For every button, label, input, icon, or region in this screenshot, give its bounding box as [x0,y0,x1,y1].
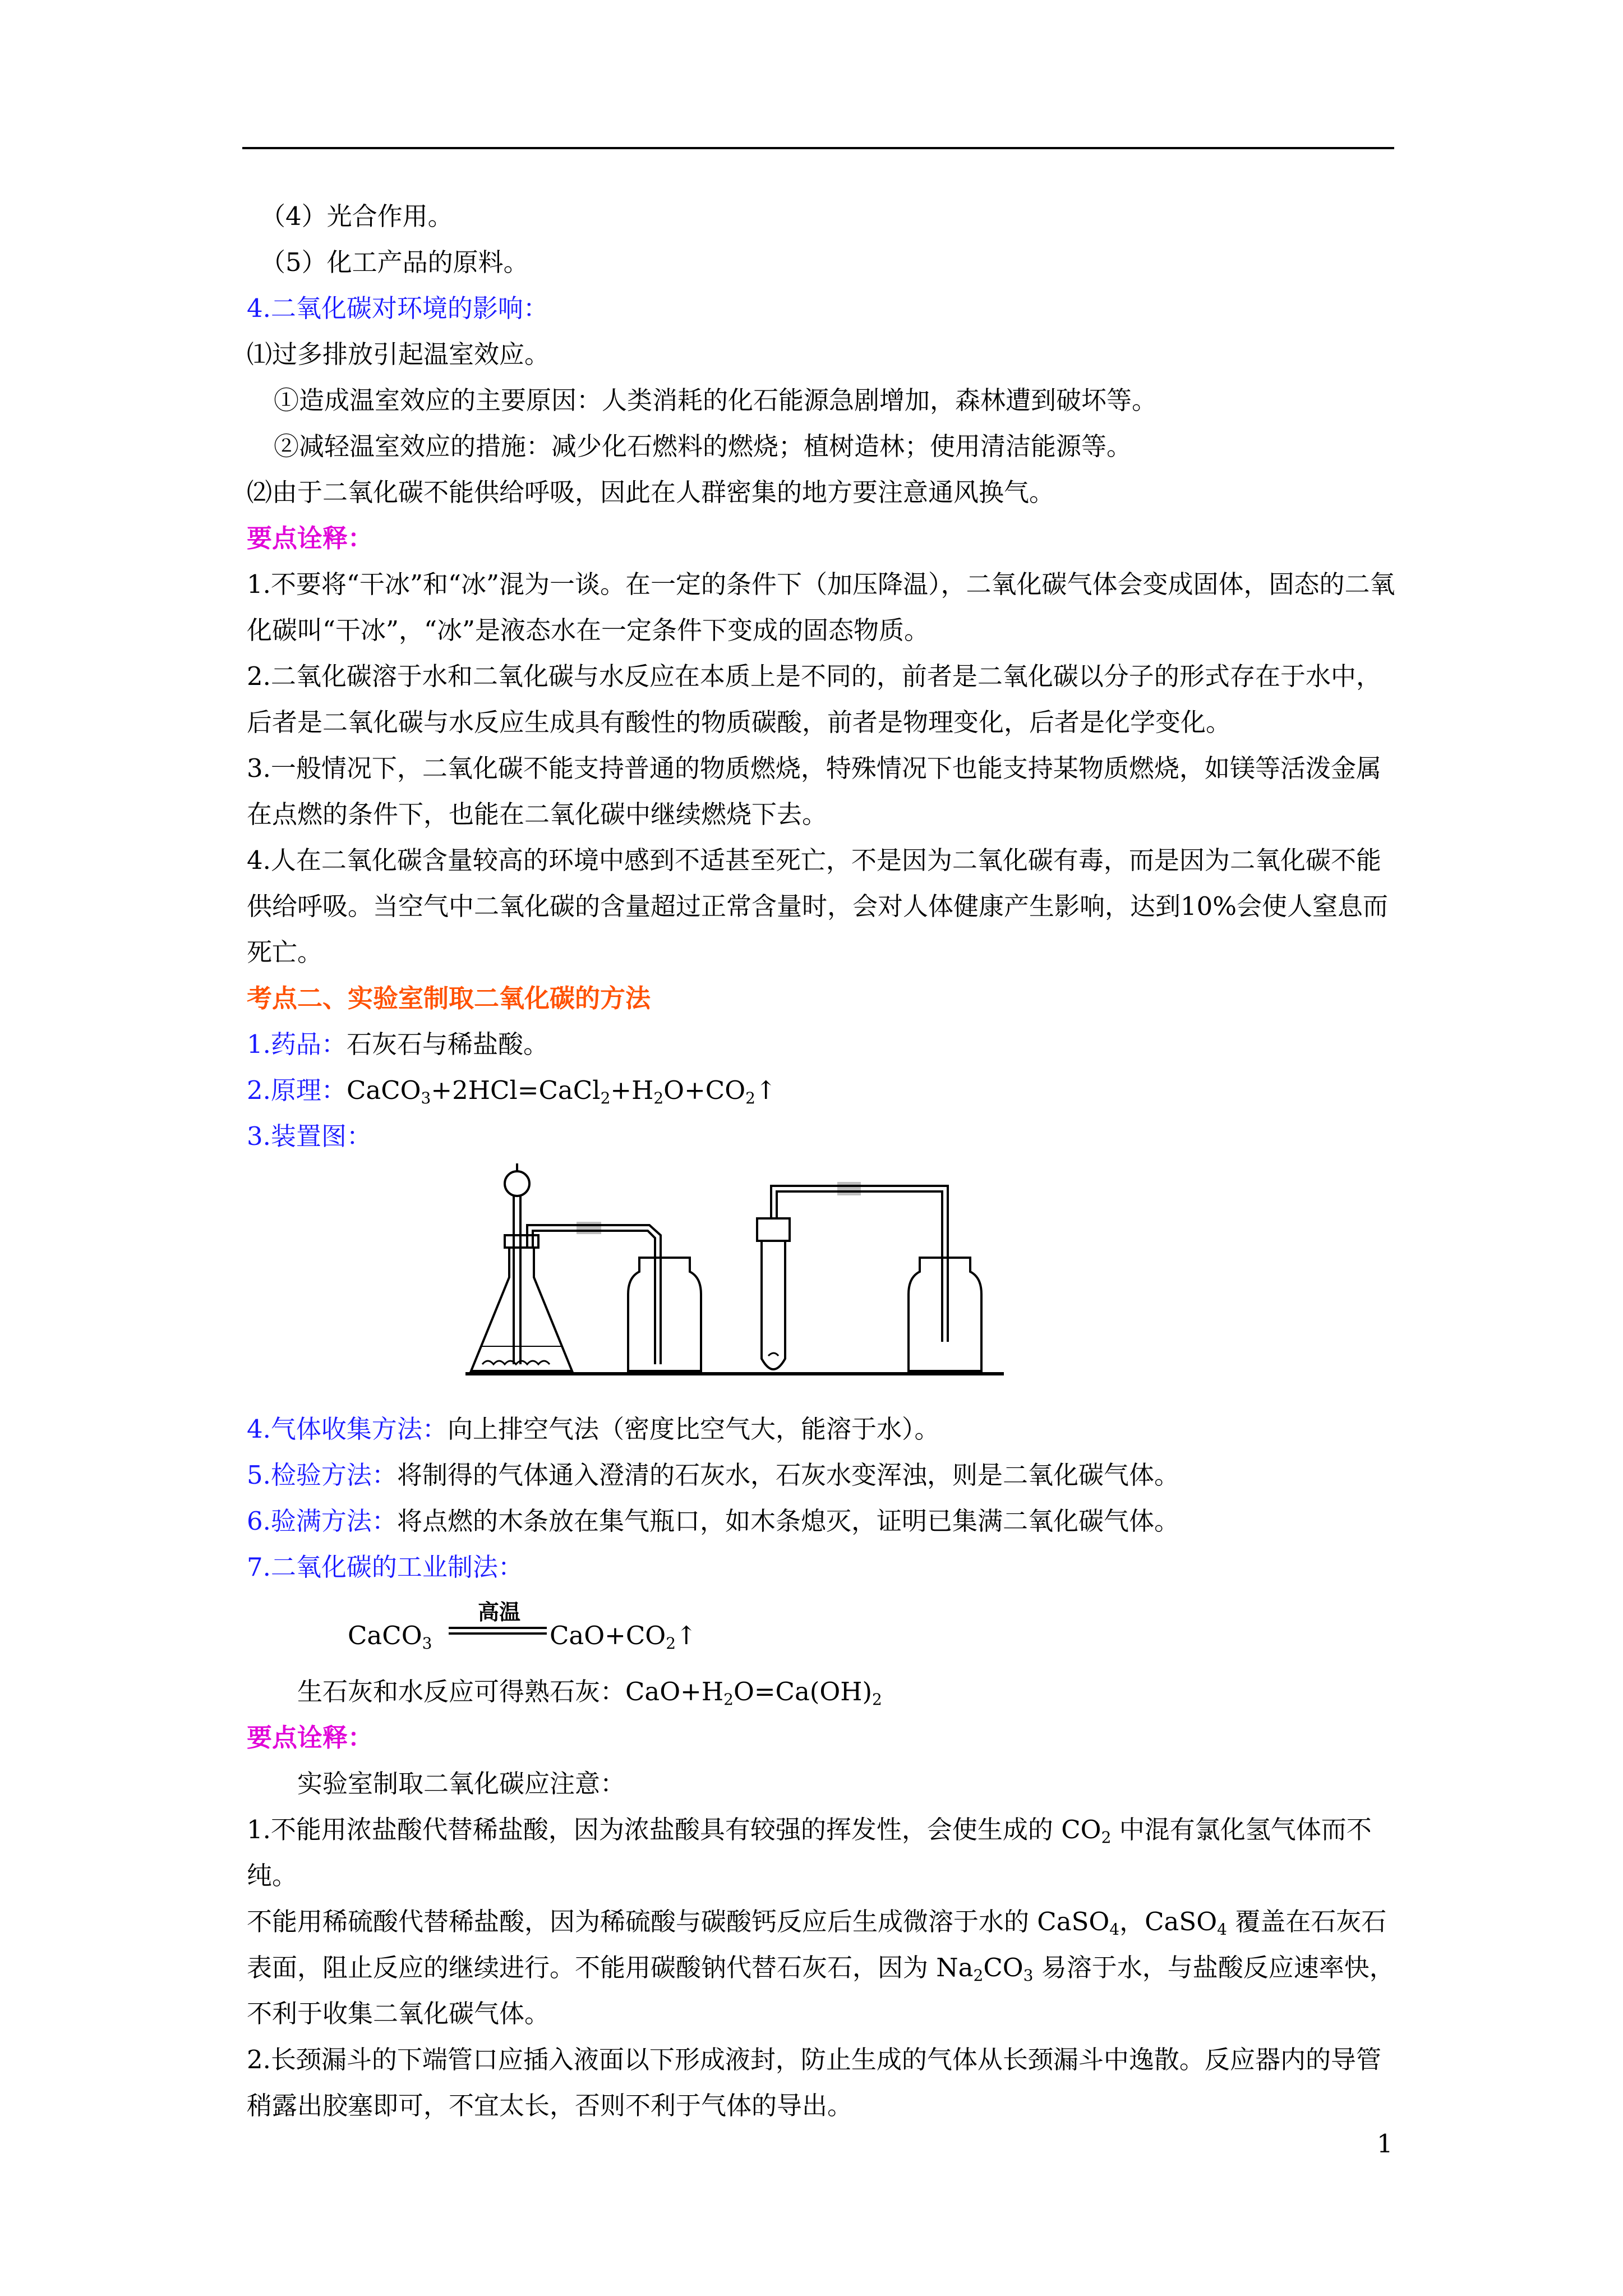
equation-lhs: CaCO$_3$ [348,1621,432,1653]
equation-condition: 高温 [477,1600,520,1625]
equation-bar-top [449,1627,547,1629]
test-text: 将制得的气体通入澄清的石灰水，石灰水变浑浊，则是二氧化碳气体。 [396,1460,1179,1490]
reagents-text: 石灰石与稀盐酸。 [346,1029,548,1059]
header-rule [242,147,1394,149]
line-chemical-raw-material: （5）化工产品的原料。 [260,247,529,277]
collection-label: 4.气体收集方法： [247,1414,448,1444]
full-check-text: 将点燃的木条放在集气瓶口，如木条熄灭，证明已集满二氧化碳气体。 [396,1506,1179,1536]
note-dry-ice: 1.不要将“干冰”和“冰”混为一谈。在一定的条件下（加压降温），二氧化碳气体会变成固体，固态的二氧化碳叫“干冰”，“冰”是液态水在一定条件下变成的固态物质。 [247,569,1395,645]
line-reagents [247,1022,1396,1068]
apparatus-diagram [247,1159,1396,1406]
line-collection [247,1406,1396,1452]
line-slaked-lime: 生石灰和水反应可得熟石灰：$CaO+H_2O=Ca(OH)_2$ [297,1677,882,1709]
line-test-method [247,1452,1396,1498]
industrial-prep-label: 7.二氧化碳的工业制法： [247,1552,523,1582]
full-check-label: 6.验满方法： [247,1506,397,1536]
collection-text: 向上排空气法（密度比空气大，能溶于水）。 [447,1414,940,1444]
document-body [247,194,1396,2129]
note-funnel-seal: 2.长颈漏斗的下端管口应插入液面以下形成液封，防止生成的气体从长颈漏斗中逸散。反应器内的导管稍露出胶塞即可，不宜太长，否则不利于气体的导出。 [247,2045,1381,2120]
apparatus-figure [465,1162,1004,1398]
section-heading-lab-prep: 考点二、实验室制取二氧化碳的方法 [247,983,651,1013]
equation-bar-bottom [449,1632,547,1635]
heading-environment-impact: 4.二氧化碳对环境的影响： [247,293,548,323]
reagents-label: 1.药品： [247,1029,347,1059]
principle-label: 2.原理： [247,1075,347,1105]
industrial-equation [247,1590,1396,1669]
note-suffocation: 4.人在二氧化碳含量较高的环境中感到不适甚至死亡，不是因为二氧化碳有毒，而是因为二氧化碳不能供给呼吸。当空气中二氧化碳的含量超过正常含量时，会对人体健康产生影响，达到10%会使人窒息而死亡。 [247,845,1389,967]
key-points-heading-2: 要点诠释： [247,1723,374,1752]
note-sulfuric-acid: 不能用稀硫酸代替稀盐酸，因为稀硫酸与碳酸钙反应后生成微溶于水的 CaSO$_4$，CaSO$_4$ 覆盖在石灰石表面，阻止反应的继续进行。不能用碳酸钠代替石灰石，因为 $Na_2CO_3$ 易溶于水，与盐酸反应速率快，不利于收集二氧化碳气体。 [247,1907,1395,2028]
device-label: 3.装置图： [247,1121,372,1151]
key-points-heading-1: 要点诠释： [247,523,374,553]
note-conc-hcl: 1.不能用浓盐酸代替稀盐酸，因为浓盐酸具有较强的挥发性，会使生成的 $CO_2$ 中混有氯化氢气体而不纯。 [247,1815,1372,1890]
test-label: 5.检验方法： [247,1460,397,1490]
line-greenhouse-cause: ①造成温室效应的主要原因：人类消耗的化石能源急剧增加，森林遭到破坏等。 [274,385,1158,415]
note-dissolve-vs-react: 2.二氧化碳溶于水和二氧化碳与水反应在本质上是不同的，前者是二氧化碳以分子的形式存在于水中，后者是二氧化碳与水反应生成具有酸性的物质碳酸，前者是物理变化，后者是化学变化。 [247,661,1381,737]
line-lab-note: 实验室制取二氧化碳应注意： [297,1769,626,1798]
line-greenhouse-measures: ②减轻温室效应的措施：减少化石燃料的燃烧；植树造林；使用清洁能源等。 [274,431,1132,461]
line-greenhouse: ⑴过多排放引起温室效应。 [247,339,550,369]
note-combustion: 3.一般情况下，二氧化碳不能支持普通的物质燃烧，特殊情况下也能支持某物质燃烧，如镁等活泼金属在点燃的条件下，也能在二氧化碳中继续燃烧下去。 [247,753,1381,829]
page-number: 1 [1377,2129,1393,2159]
line-ventilation: ⑵由于二氧化碳不能供给呼吸，因此在人群密集的地方要注意通风换气。 [247,477,1055,507]
line-photosynthesis: （4）光合作用。 [260,201,453,231]
principle-equation: $CaCO_3+2HCl=CaCl_2+H_2O+CO_2↑$ [346,1075,777,1107]
line-full-check [247,1498,1396,1544]
equation-rhs: $CaO+CO_2↑$ [550,1621,697,1653]
line-principle [247,1068,1396,1114]
